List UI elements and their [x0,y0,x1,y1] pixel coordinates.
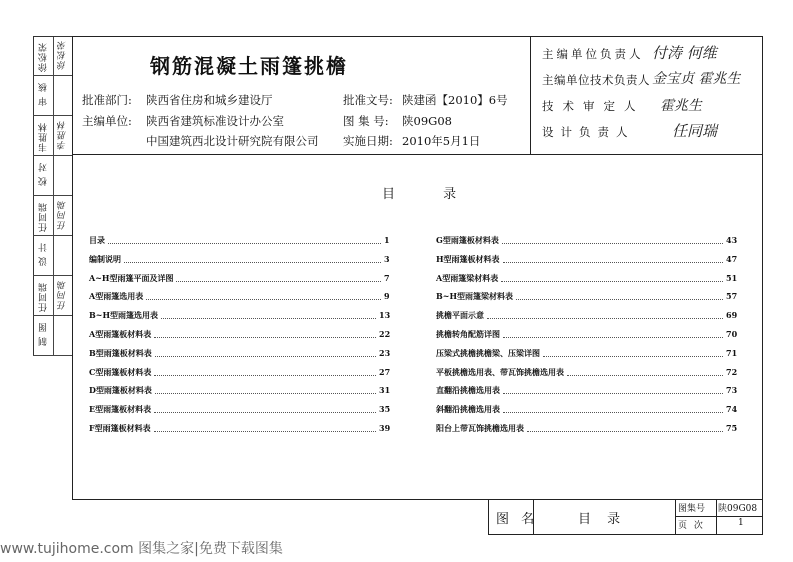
toc-leader-dots [154,412,376,413]
toc-entry-page: 71 [726,347,738,358]
toc-entry-label: A型雨篷板材料表 [89,329,152,339]
toc-leader-dots [155,393,376,394]
toc-entry-page: 75 [726,423,738,433]
sidebar-cell [33,236,73,276]
toc-title: 目 录 [382,187,479,202]
atlas-no: 陕09G08 [402,114,452,128]
sidebar-cell [33,116,73,156]
signature-2: 金宝贞 霍兆生 [652,71,741,87]
toc-leader-dots [502,243,723,244]
page-label: 页 次 [678,521,705,531]
atlas-no-tb: 陕09G08 [718,504,758,514]
signature-3: 霍兆生 [660,98,702,114]
toc-entry-page: 39 [379,423,391,433]
impl-date-label: 实施日期: [343,134,393,148]
toc-entry [89,291,390,305]
resp-role-1: 主编单位负责人 [542,47,644,61]
toc-entry-label: 平板挑檐选用表、带瓦饰挑檐选用表 [436,366,564,377]
toc-leader-dots [161,318,376,319]
toc-entry-label: A型雨篷选用表 [89,291,144,302]
toc-entry [436,385,737,399]
toc-entry-label: 压梁式挑檐挑檐梁、压梁详图 [436,347,540,358]
toc-entry-page: 1 [384,235,390,245]
toc-entry-label: A型雨篷梁材料表 [436,272,499,283]
approval-no-label: 批准文号: [343,93,393,107]
toc-entry [436,329,737,343]
resp-role-3: 技术审定人 [542,99,645,113]
toc-entry-label: F型雨篷板材料表 [89,423,151,433]
sidebar-cell-label: 徐松荣 [39,42,49,72]
toc-entry [89,404,390,418]
toc-entry-page: 43 [726,235,738,245]
toc-entry-label: E型雨篷板材料表 [89,404,152,415]
toc-entry-page: 13 [379,310,391,321]
toc-leader-dots [487,318,723,319]
atlas-no-label-tb: 图集号 [678,504,706,514]
toc-entry-label: B型雨篷板材料表 [89,347,152,358]
toc-entry-page: 51 [726,272,738,283]
toc-entry-label: B~H型雨篷梁材料表 [436,291,514,302]
toc-entry-page: 73 [726,385,738,396]
toc-entry-page: 31 [379,385,391,396]
toc-entry-page: 69 [726,310,738,321]
toc-leader-dots [108,243,381,244]
toc-entry-page: 23 [379,347,391,358]
drawing-name-label: 图 名 [496,512,539,527]
toc-leader-dots [543,356,723,357]
resp-role-2: 主编单位技术负责人 [542,73,650,87]
toc-entry [436,291,737,305]
toc-entry-page: 9 [384,291,390,302]
toc-entry-label: C型雨篷板材料表 [89,366,152,377]
toc-entry-label: D型雨篷板材料表 [89,385,152,396]
approval-dept-label: 批准部门: [82,93,132,107]
toc-entry [436,404,737,418]
toc-entry [89,329,390,343]
toc-entry [89,348,390,362]
toc-entry [89,385,390,399]
atlas-no-label: 图 集 号: [343,114,389,128]
sidebar-cell-label: 韦胜林 [39,122,49,152]
toc-entry [89,254,390,268]
signature-4: 任同瑞 [672,122,718,140]
toc-entry-page: 35 [379,404,391,415]
toc-entry-page: 27 [379,366,391,377]
toc-leader-dots [503,393,723,394]
sidebar-cell-signature: 徐松荣 [58,40,68,70]
toc-entry-page: 57 [726,291,738,302]
sidebar-cell [33,156,73,196]
toc-entry [89,367,390,381]
toc-entry-page: 3 [384,253,390,264]
toc-leader-dots [155,356,376,357]
toc-leader-dots [154,375,376,376]
editor-unit-1: 陕西省建筑标准设计办公室 [146,114,284,128]
toc-entry [89,310,390,324]
sidebar-cell-label: 设 计 [39,242,49,266]
sidebar-cell-signature: 任同瑞 [58,200,68,230]
sidebar-cell [33,196,73,236]
toc-entry [89,423,390,437]
approval-dept: 陕西省住房和城乡建设厅 [146,93,273,107]
toc-entry-page: 70 [726,329,738,339]
toc-entry-label: A~H型雨篷平面及详图 [89,272,174,283]
toc-leader-dots [176,281,381,282]
sidebar-cell-label: 校 对 [39,162,49,186]
sidebar-cell-label: 制 图 [39,322,49,346]
toc-entry [89,273,390,287]
toc-entry [436,273,737,287]
sidebar-cell-signature: 任同瑞 [58,280,68,310]
toc-entry [436,348,737,362]
toc-entry [436,310,737,324]
resp-role-4: 设计负责人 [542,125,635,139]
toc-entry-label: 目录 [89,235,105,245]
sidebar-cell [33,36,73,76]
toc-entry-label: B~H型雨篷选用表 [89,310,159,321]
impl-date: 2010年5月1日 [402,134,481,148]
toc-entry-page: 72 [726,366,738,377]
sidebar-cell [33,276,73,316]
sidebar-cell-label: 任同瑞 [39,282,49,312]
drawing-name: 目 录 [578,512,627,527]
toc-leader-dots [503,412,723,413]
toc-entry-page: 22 [379,329,391,339]
toc-entry-page: 74 [726,404,738,415]
toc-entry-page: 7 [384,272,390,283]
toc-leader-dots [501,281,723,282]
toc-leader-dots [567,375,723,376]
toc-leader-dots [527,431,723,432]
toc-leader-dots [154,337,376,338]
toc-leader-dots [154,431,376,432]
sidebar-cell [33,76,73,116]
toc-entry-label: 直翻沿挑檐选用表 [436,385,500,396]
approval-no: 陕建函【2010】6号 [402,93,508,107]
toc-leader-dots [124,262,381,263]
page-number: 1 [738,518,744,528]
editor-unit-2: 中国建筑西北设计研究院有限公司 [146,134,319,148]
toc-entry [436,235,737,249]
toc-entry-label: 阳台上带瓦饰挑檐选用表 [436,423,524,433]
sidebar-cell-label: 任同瑞 [39,202,49,232]
sidebar-cell-label: 审 核 [39,82,49,106]
sidebar-cell [33,316,73,356]
toc-entry-label: G型雨篷板材料表 [436,235,499,245]
toc-entry-label: 挑檐转角配筋详图 [436,329,500,339]
toc-entry [436,254,737,268]
footer-watermark: www.tujihome.com 图集之家|免费下载图集 [0,541,283,557]
toc-entry [436,423,737,437]
toc-leader-dots [516,299,723,300]
toc-leader-dots [503,262,723,263]
toc-entry-label: 挑檐平面示意 [436,310,484,321]
editor-unit-label: 主编单位: [82,114,132,128]
toc-entry [89,235,390,249]
toc-entry-label: H型雨篷板材料表 [436,253,500,264]
toc-leader-dots [146,299,381,300]
toc-entry-label: 斜翻沿挑檐选用表 [436,404,500,415]
toc-entry [436,367,737,381]
document-title: 钢筋混凝土雨篷挑檐 [150,54,348,78]
sidebar-cell-signature: 李胜林 [58,120,68,150]
signature-1: 付涛 何维 [652,44,717,62]
toc-leader-dots [503,337,723,338]
toc-entry-page: 47 [726,253,738,264]
toc-entry-label: 编制说明 [89,253,121,264]
